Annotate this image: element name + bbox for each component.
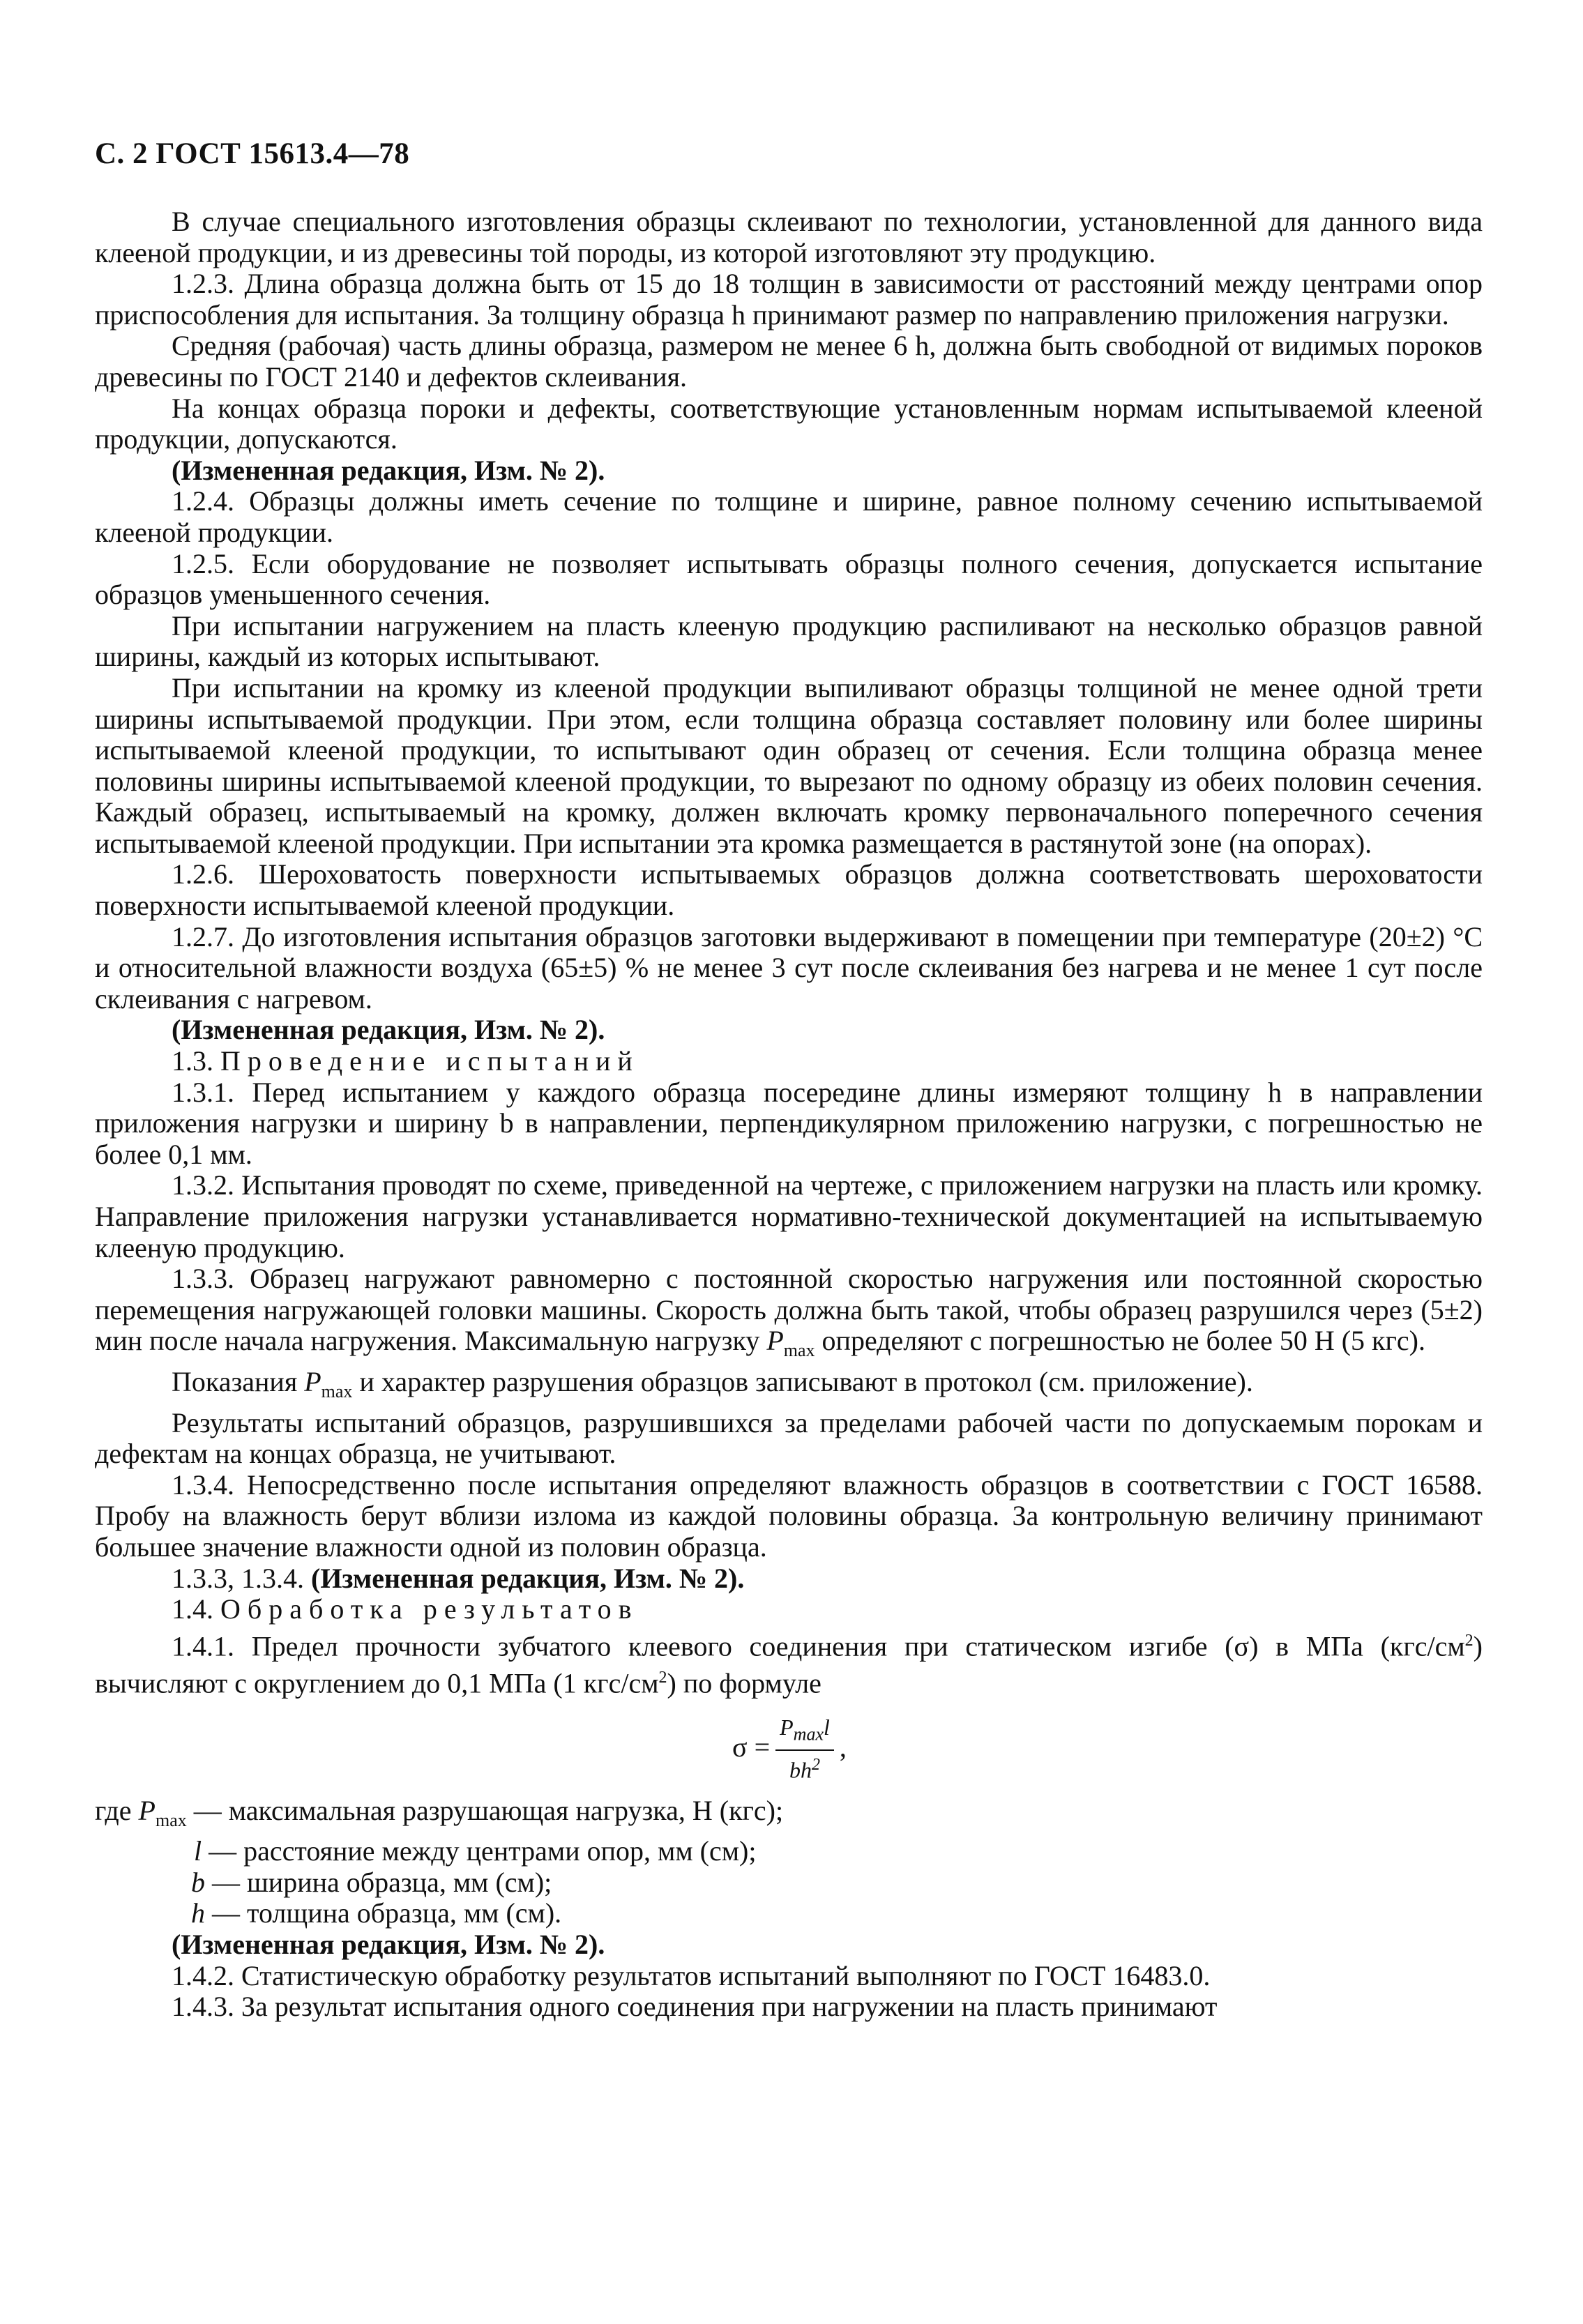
paragraph: Средняя (рабочая) часть длины образца, размером не менее 6 h, должна быть свободной от видимых пороков древесины по ГОСТ 2140 и дефектов склеивания. xyxy=(95,330,1483,393)
amendment-note: (Измененная редакция, Изм. № 2). xyxy=(311,1562,745,1594)
paragraph-text: 1.3.3. Образец нагружают равномерно с постоянной скоростью нагружения или постоянной скоростью перемещения нагружающей головки машины. Скорость должна быть такой, чтобы образец разрушился через (5±2) мин после начала нагружения. Максимальную нагрузку xyxy=(95,1263,1483,1357)
formula-denominator xyxy=(789,1751,820,1784)
legend-prefix: где xyxy=(95,1794,139,1826)
formula-fraction xyxy=(775,1712,834,1784)
section-heading-1-3 xyxy=(95,1046,1483,1077)
paragraph-1-2-4: 1.2.4. Образцы должны иметь сечение по толщине и ширине, равное полному сечению испытываемой клееной продукции. xyxy=(95,485,1483,548)
legend-line xyxy=(95,1795,1483,1837)
legend-line xyxy=(95,1836,1483,1867)
legend-text: — ширина образца, мм (см); xyxy=(205,1866,552,1898)
paragraph-1-4-1 xyxy=(95,1625,1483,1699)
legend-text: — толщина образца, мм (см). xyxy=(205,1897,562,1929)
paragraph: При испытании на кромку из клееной продукции выпиливают образцы толщиной не менее одной трети ширины испытываемой продукции. При этом, если толщина образца составляет половину или более ширины испытываемой клееной продукции, то испытывают один образец от сечения. Если толщина образца менее половины ширины испытываемой клееной продукции, то вырезают по одному образцу из обеих половин сечения. Каждый образец, испытываемый на кромку, должен включать кромку первоначального поперечного сечения испытываемой клееной продукции. При испытании эта кромка размещается в растянутой зоне (на опорах). xyxy=(95,671,1483,859)
paragraph-1-3-2: 1.3.2. Испытания проводят по схеме, приведенной на чертеже, с приложением нагрузки на пласть или кромку. Направление приложения нагрузки устанавливается нормативно-технической документацией на испытываемую клееную продукцию. xyxy=(95,1169,1483,1263)
paragraph-1-2-6: 1.2.6. Шероховатость поверхности испытываемых образцов должна соответствовать шероховатости поверхности испытываемой клееной продукции. xyxy=(95,858,1483,922)
paragraph: На концах образца пороки и дефекты, соответствующие установленным нормам испытываемой клееной продукции, допускаются. xyxy=(95,392,1483,455)
amendment-line xyxy=(95,1563,1483,1595)
paragraph-text: ) вычисляют с округлением до 0,1 МПа (1 кгс/см xyxy=(95,1630,1483,1699)
section-title: Проведение испытаний xyxy=(220,1045,639,1077)
symbol-p: P xyxy=(766,1325,784,1357)
paragraph-text: Показания xyxy=(172,1365,305,1397)
legend-line xyxy=(95,1867,1483,1899)
paragraph-1-4-2: 1.4.2. Статистическую обработку результатов испытаний выполняют по ГОСТ 16483.0. xyxy=(172,1959,1211,1991)
paragraph: При испытании нагружением на пласть клееную продукцию распиливают на несколько образцов равной ширины, каждый из которых испытывают. xyxy=(95,609,1483,673)
paragraph-1-2-7: 1.2.7. До изготовления испытания образцов заготовки выдерживают в помещении при температуре (20±2) °С и относительной влажности воздуха (65±5) % не менее 3 сут после склеивания без нагрева и не менее 1 сут после склеивания с нагревом. xyxy=(95,920,1483,1015)
paragraph-text: ) по формуле xyxy=(667,1666,821,1699)
formula-subscript: max xyxy=(793,1723,824,1744)
section-number: 1.3. xyxy=(172,1045,220,1077)
paragraph-text: 1.4.1. Предел прочности зубчатого клеевого соединения при статическом изгибе (σ) в МПа (кгс/см xyxy=(172,1630,1465,1662)
legend-subscript: max xyxy=(155,1809,187,1830)
formula-superscript: 2 xyxy=(812,1755,820,1774)
subscript-max: max xyxy=(783,1340,815,1361)
paragraph-text: 1.3.3, 1.3.4. xyxy=(172,1562,311,1594)
formula-legend xyxy=(95,1795,1483,1929)
formula-lhs: σ = xyxy=(732,1731,771,1763)
paragraph-text: и характер разрушения образцов записывают в протокол (см. приложение). xyxy=(352,1365,1253,1397)
legend-line xyxy=(95,1898,1483,1929)
paragraph-1-3-4: 1.3.4. Непосредственно после испытания определяют влажность образцов в соответствии с ГОСТ 16588. Пробу на влажность берут вблизи излома из каждой половины образца. За контрольную величину принимают большее значение влажности одной из половин образца. xyxy=(95,1468,1483,1563)
paragraph xyxy=(95,1367,1483,1408)
legend-symbol: b xyxy=(191,1866,205,1898)
section-number: 1.4. xyxy=(172,1593,220,1625)
paragraph-1-3-3 xyxy=(95,1263,1483,1367)
formula xyxy=(95,1703,1483,1793)
paragraph-1-2-3 xyxy=(95,268,1483,331)
superscript: 2 xyxy=(1464,1631,1474,1650)
paragraph-1-4-3: 1.4.3. За результат испытания одного соединения при нагружении на пласть принимают xyxy=(172,1991,1218,2023)
amendment-note: (Измененная редакция, Изм. № 2). xyxy=(172,454,605,486)
legend-text: — максимальная разрушающая нагрузка, Н (кгс); xyxy=(186,1794,784,1826)
paragraph-1-2-5: 1.2.5. Если оборудование не позволяет испытывать образцы полного сечения, допускается испытание образцов уменьшенного сечения. xyxy=(95,547,1483,611)
formula-comma: , xyxy=(839,1731,847,1763)
paragraph: В случае специального изготовления образцы склеивают по технологии, установленной для данного вида клееной продукции, и из древесины той породы, из которой изготовляют эту продукцию. xyxy=(95,206,1483,268)
document-body xyxy=(95,206,1483,2023)
section-heading-1-4 xyxy=(95,1594,1483,1625)
legend-symbol: h xyxy=(191,1897,205,1929)
legend-symbol: P xyxy=(138,1794,156,1826)
formula-expression xyxy=(732,1703,847,1793)
formula-symbol-p: P xyxy=(780,1714,794,1740)
superscript: 2 xyxy=(658,1668,667,1687)
section-title: Обработка результатов xyxy=(220,1593,639,1625)
paragraph: Результаты испытаний образцов, разрушившихся за пределами рабочей части по допускаемым порокам и дефектам на концах образца, не учитывают. xyxy=(95,1406,1483,1470)
symbol-p: P xyxy=(304,1365,321,1397)
subscript-max: max xyxy=(321,1381,353,1402)
formula-numerator xyxy=(775,1712,834,1751)
paragraph-text: определяют с погрешностью не более 50 Н (5 кгс). xyxy=(815,1325,1425,1357)
formula-symbol-l: l xyxy=(824,1714,830,1740)
paragraph-1-3-1: 1.3.1. Перед испытанием у каждого образца посередине длины измеряют толщину h в направлении приложения нагрузки и ширину b в направлении, перпендикулярном приложению нагрузки, с погрешностью не более 0,1 мм. xyxy=(95,1076,1483,1170)
page-header: С. 2 ГОСТ 15613.4—78 xyxy=(95,137,410,170)
legend-symbol: l xyxy=(194,1835,202,1867)
amendment-note: (Измененная редакция, Изм. № 2). xyxy=(172,1014,605,1046)
legend-text: — расстояние между центрами опор, мм (см); xyxy=(202,1835,757,1867)
amendment-note: (Измененная редакция, Изм. № 2). xyxy=(172,1928,605,1960)
formula-symbol-bh: bh xyxy=(789,1757,812,1783)
paragraph-text: 1.2.3. Длина образца должна быть от 15 до 18 толщин в зависимости от расстояний между центрами опор приспособления для испытания. За толщину образца h принимают размер по направлению приложения нагрузки. xyxy=(95,268,1483,331)
